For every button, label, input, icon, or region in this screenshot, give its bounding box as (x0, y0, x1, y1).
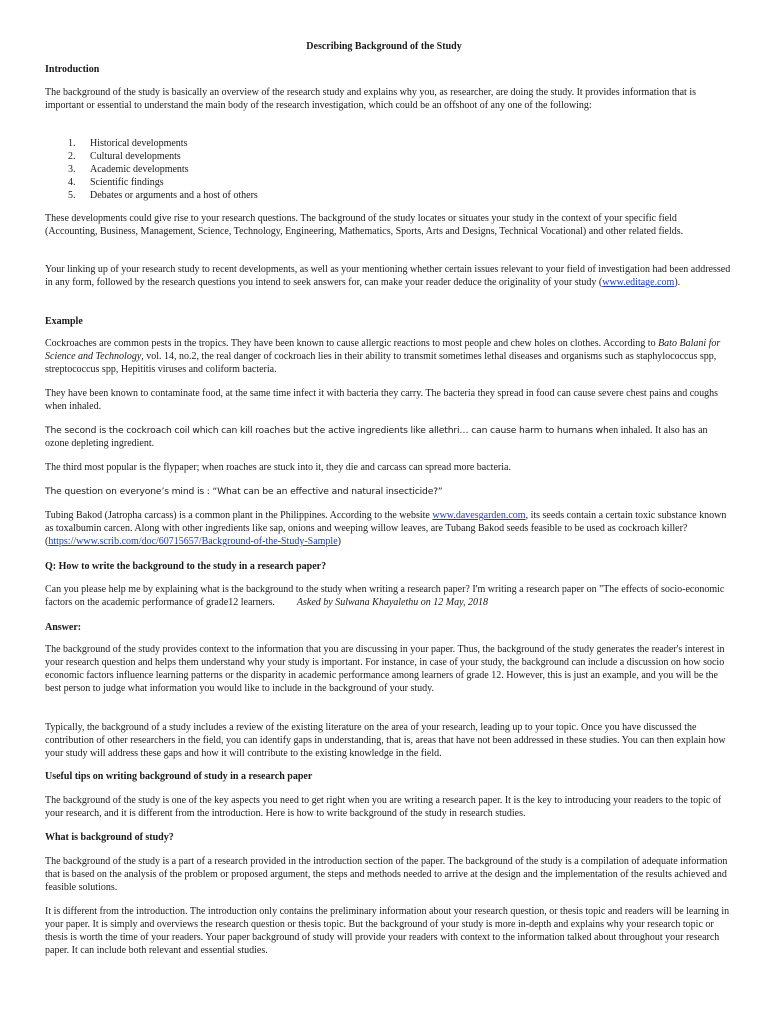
what-is-paragraph-2: It is different from the introduction. The introduction only contains the preliminary information about your research question, or thesis topic and readers will be learning in your paper. It is simply and overviews the research question or thesis topic. But the background of your study is more in-depth and explains why your research topic or thesis is worth the time of your readers. Your paper background of study will provide your readers with context to the information talked about throughout your research paper. It can include both relevant and essential studies. (45, 906, 730, 956)
question-heading: Q: How to write the background to the study in a research paper? (45, 561, 327, 572)
scrib-link[interactable]: https://www.scrib.com/doc/60715657/Background-of-the-Study-Sample (48, 536, 338, 547)
list-item: 2. Cultural developments (68, 151, 181, 162)
example-paragraph-4: The third most popular is the flypaper; when roaches are stuck into it, they die and carcass can spread more bacteria. (45, 462, 511, 473)
introduction-paragraph-2: These developments could give rise to your research questions. The background of the study locates or situates your study in the context of your specific field (Accounting, Business, Management, Science, Technology, Engineering, Mathematics, Sports, Arts and Designs, Technical Vocational) and other related fields. (45, 213, 684, 237)
list-item: 1. Historical developments (68, 138, 188, 149)
document-title: Describing Background of the Study (306, 41, 462, 52)
book-title: Bato Balani for Science and Technology (45, 338, 721, 362)
question-text: Can you please help me by explaining what is the background to the study when writing a research paper? I'm writing a research paper on "The effects of socio-economic factors on the academic performance of grade12 learners. Asked by Sulwana Khayalethu on 12 May, 2018 (45, 584, 725, 608)
example-paragraph-6: Tubing Bakod (Jatropha carcass) is a common plant in the Philippines. According to the website www.davesgarden.com, its seeds contain a certain toxic substance known as toxalbumin carcen. Along with other ingredients like sap, onions and weeping willow leaves, are Tubang Bakod seeds feasible to be used as cockroach killer? (https://www.scrib.com/doc/60715657/Background-of-the-Study-Sample) (45, 510, 727, 547)
list-item: 5. Debates or arguments and a host of others (68, 190, 258, 201)
example-heading: Example (45, 316, 83, 327)
developments-list (68, 137, 468, 202)
what-is-paragraph-1: The background of the study is a part of a research provided in the introduction section of the paper. The background of the study is a compilation of adequate information that is based on the analysis of the problem or proposed argument, the steps and methods needed to arrive at the design and the implementation of the results achieved and feasible solutions. (45, 856, 728, 893)
tips-paragraph: The background of the study is one of the key aspects you need to get right when you are writing a research paper. It is the key to introducing your readers to the topic of your research, and it is different from the introduction. Here is how to write background of the study in research studies. (45, 795, 722, 819)
introduction-paragraph-1: The background of the study is basically an overview of the research study and explains why you, as researcher, are doing the study. It provides information that is important or essential to understand the main body of the research investigation, which could be an offshoot of any one of the following: (45, 87, 696, 111)
what-is-heading: What is background of study? (45, 832, 174, 843)
editage-link[interactable]: www.editage.com (602, 277, 675, 288)
answer-heading: Answer: (45, 622, 82, 633)
example-question: The question on everyone’s mind is : “What can be an effective and natural insecticide?” (45, 486, 443, 497)
example-paragraph-2: They have been known to contaminate food, at the same time infect it with bacteria they carry. The bacteria they spread in food can cause severe chest pains and coughs when inhaled. (45, 388, 719, 412)
introduction-paragraph-3: Your linking up of your research study to recent developments, as well as your mentioning whether certain issues relevant to your field of investigation had been addressed in any form, followed by the research questions you intend to seek answers for, can make your reader deduce the originality of your study (www.editage.com). (45, 264, 731, 288)
introduction-heading: Introduction (45, 64, 100, 75)
list-item: 4. Scientific findings (68, 177, 164, 188)
tips-heading: Useful tips on writing background of study in a research paper (45, 771, 313, 782)
davesgarden-link[interactable]: www.davesgarden.com (432, 510, 526, 521)
answer-paragraph-1: The background of the study provides context to the information that you are discussing in your paper. Thus, the background of the study generates the reader's interest in your research question and helps them understand why your study is important. For instance, in case of your study, the background can include a discussion on how socio economic factors influence learning patterns or the disparity in academic performance among learners of grade 12. However, this is just an example, and you will be the best person to judge what information you would like to include in the background of your study. (45, 644, 725, 694)
list-item: 3. Academic developments (68, 164, 189, 175)
example-paragraph-3: The second is the cockroach coil which can kill roaches but the active ingredients like allethri… can cause harm to humans when inhaled. It also has an ozone depleting ingredient. (45, 425, 708, 449)
asked-by: Asked by Sulwana Khayalethu on 12 May, 2018 (296, 597, 488, 608)
example-paragraph-1: Cockroaches are common pests in the tropics. They have been known to cause allergic reactions to most people and chew holes on clothes. According to Bato Balani for Science and Technology, vol. 14, no.2, the real danger of cockroach lies in their ability to transmit sometimes lethal diseases and organisms such as staphylococcus spp, streptococcus spp, Hepititis viruses and coliform bacteria. (45, 338, 721, 375)
answer-paragraph-2: Typically, the background of a study includes a review of the existing literature on the area of your research, leading up to your topic. Once you have discussed the contribution of other researchers in the field, you can identify gaps in understanding, that is, areas that have not been addressed in these studies. You can then explain how your study will address these gaps and how it will contribute to the existing knowledge in the field. (45, 722, 726, 759)
